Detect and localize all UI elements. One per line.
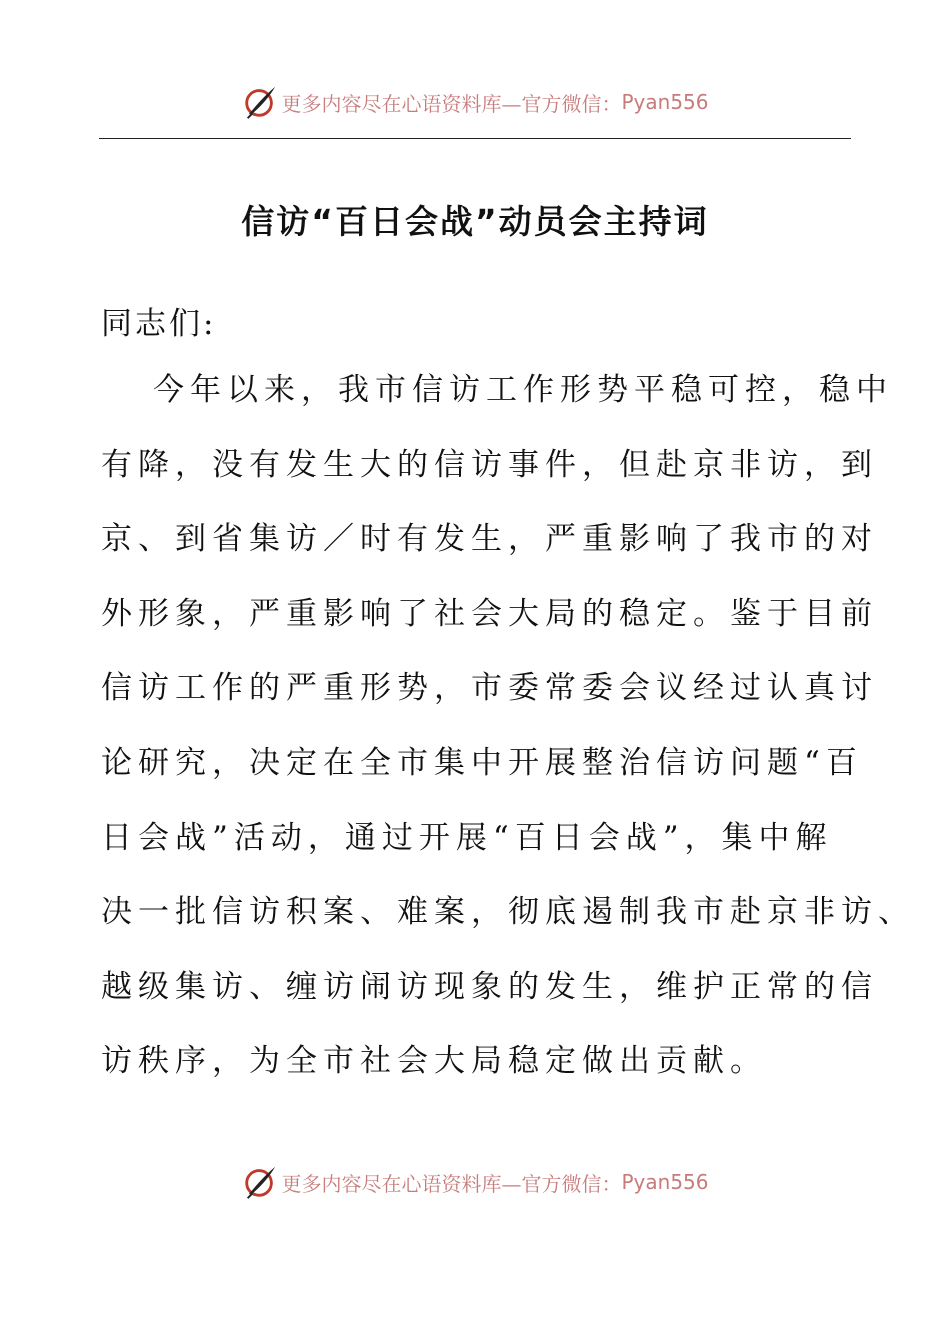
paragraph-line: 越级集访、缠访闹访现象的发生，维护正常的信	[101, 968, 878, 1005]
header-divider	[99, 138, 851, 139]
quill-pen-logo-icon	[241, 1163, 279, 1201]
paragraph-line: 今年以来，我市信访工作形势平稳可控，稳中	[153, 372, 893, 408]
paragraph-line: 决一批信访积案、难案，彻底遏制我市赴京非访、	[101, 894, 915, 931]
paragraph-line: 京、到省集访／时有发生，严重影响了我市的对	[101, 521, 878, 558]
paragraph-line: 日会战”活动，通过开展“百日会战”，集中解	[101, 819, 833, 856]
footer-banner	[0, 1160, 950, 1204]
paragraph-line: 论研究，决定在全市集中开展整治信访问题“百	[101, 744, 863, 781]
paragraph-line: 访秩序，为全市社会大局稳定做出贡献。	[101, 1043, 767, 1080]
paragraph-line: 有降，没有发生大的信访事件，但赴京非访，到	[101, 446, 878, 483]
banner-wechat-id: Pyan556	[621, 1170, 709, 1194]
body-paragraph	[101, 362, 915, 1108]
paragraph-line: 外形象，严重影响了社会大局的稳定。鉴于目前	[101, 595, 878, 632]
banner-wechat-id: Pyan556	[621, 90, 709, 114]
banner-site-text: 更多内容尽在心语资料库—官方微信：	[281, 91, 622, 116]
paragraph-line: 信访工作的严重形势，市委常委会议经过认真讨	[101, 670, 878, 707]
document-title: 信访“百日会战”动员会主持词	[241, 202, 709, 241]
header-banner	[0, 80, 950, 124]
salutation: 同志们:	[101, 306, 217, 342]
banner-site-text: 更多内容尽在心语资料库—官方微信：	[281, 1171, 622, 1196]
quill-pen-logo-icon	[241, 83, 279, 121]
